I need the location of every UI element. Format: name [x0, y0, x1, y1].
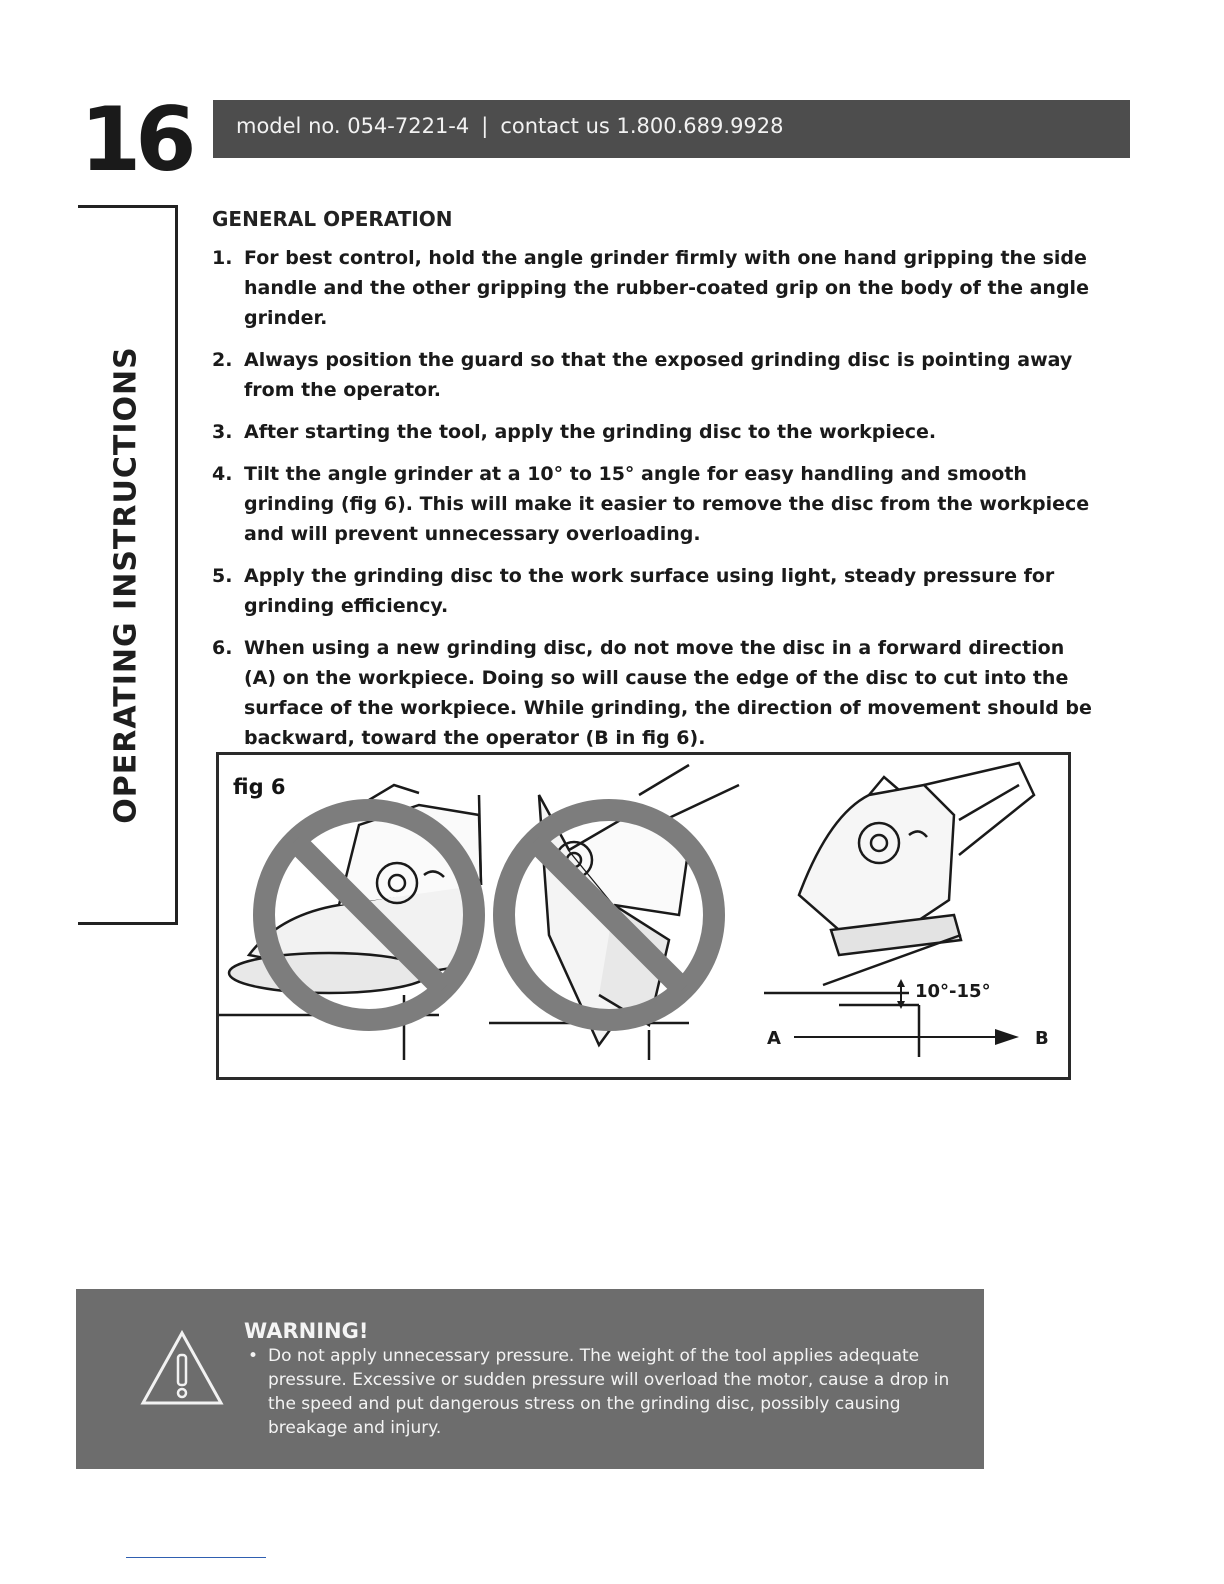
step-number: 3.	[212, 421, 233, 443]
contact-phone: contact us 1.800.689.9928	[500, 114, 784, 138]
warning-title: WARNING!	[244, 1319, 369, 1343]
operation-steps	[212, 243, 1092, 765]
direction-arrow	[767, 1028, 1049, 1049]
header-separator: |	[481, 114, 489, 138]
step-number: 2.	[212, 349, 233, 371]
step-text: When using a new grinding disc, do not move the disc in a forward direction (A) on the workpiece. Doing so will cause the edge of the disc to cut into the surface of the workpiece. While grinding, the direction of movement should be backward, toward the operator (B in fig 6).	[244, 637, 1092, 749]
warning-box	[76, 1289, 984, 1469]
step-item	[212, 243, 1092, 333]
step-number: 1.	[212, 247, 233, 269]
correct-grinder-panel	[764, 763, 1034, 1057]
warning-message	[248, 1344, 958, 1440]
step-number: 6.	[212, 637, 233, 659]
warning-body: Do not apply unnecessary pressure. The weight of the tool applies adequate pressure. Excessive or sudden pressure will overload the motor, cause a drop in the speed and put dangerous stress on the grinding disc, possibly causing breakage and injury.	[268, 1346, 950, 1438]
figure-6	[216, 752, 1071, 1080]
section-tab-label: OPERATING INSTRUCTIONS	[108, 346, 144, 824]
figure-label: fig 6	[233, 775, 286, 799]
angle-label: 10°-15°	[915, 981, 991, 1002]
step-number: 4.	[212, 463, 233, 485]
step-item	[212, 633, 1092, 753]
step-number: 5.	[212, 565, 233, 587]
direction-end-label: B	[1035, 1028, 1049, 1049]
model-number: model no. 054-7221-4	[236, 114, 470, 138]
step-text: Apply the grinding disc to the work surface using light, steady pressure for grinding efficiency.	[244, 565, 1055, 617]
step-text: After starting the tool, apply the grinding disc to the workpiece.	[244, 421, 937, 443]
grinder-angle-illustration	[219, 755, 1068, 1077]
page-number: 16	[80, 88, 191, 191]
direction-start-label: A	[767, 1028, 781, 1049]
step-text: For best control, hold the angle grinder firmly with one hand gripping the side handle and the other gripping the rubber-coated grip on the body of the angle grinder.	[244, 247, 1089, 329]
step-text: Always position the guard so that the exposed grinding disc is pointing away from the operator.	[244, 349, 1073, 401]
footer-rule	[126, 1557, 266, 1558]
step-item	[212, 561, 1092, 621]
step-item	[212, 459, 1092, 549]
section-title: GENERAL OPERATION	[212, 207, 453, 231]
step-text: Tilt the angle grinder at a 10° to 15° angle for easy handling and smooth grinding (fig 6). This will make it easier to remove the disc from the workpiece and will prevent unnecessary overloading.	[244, 463, 1090, 545]
header-info	[236, 114, 784, 138]
warning-bullet: •	[248, 1346, 259, 1366]
step-item	[212, 345, 1092, 405]
step-item	[212, 417, 1092, 447]
warning-triangle-icon	[139, 1329, 225, 1407]
